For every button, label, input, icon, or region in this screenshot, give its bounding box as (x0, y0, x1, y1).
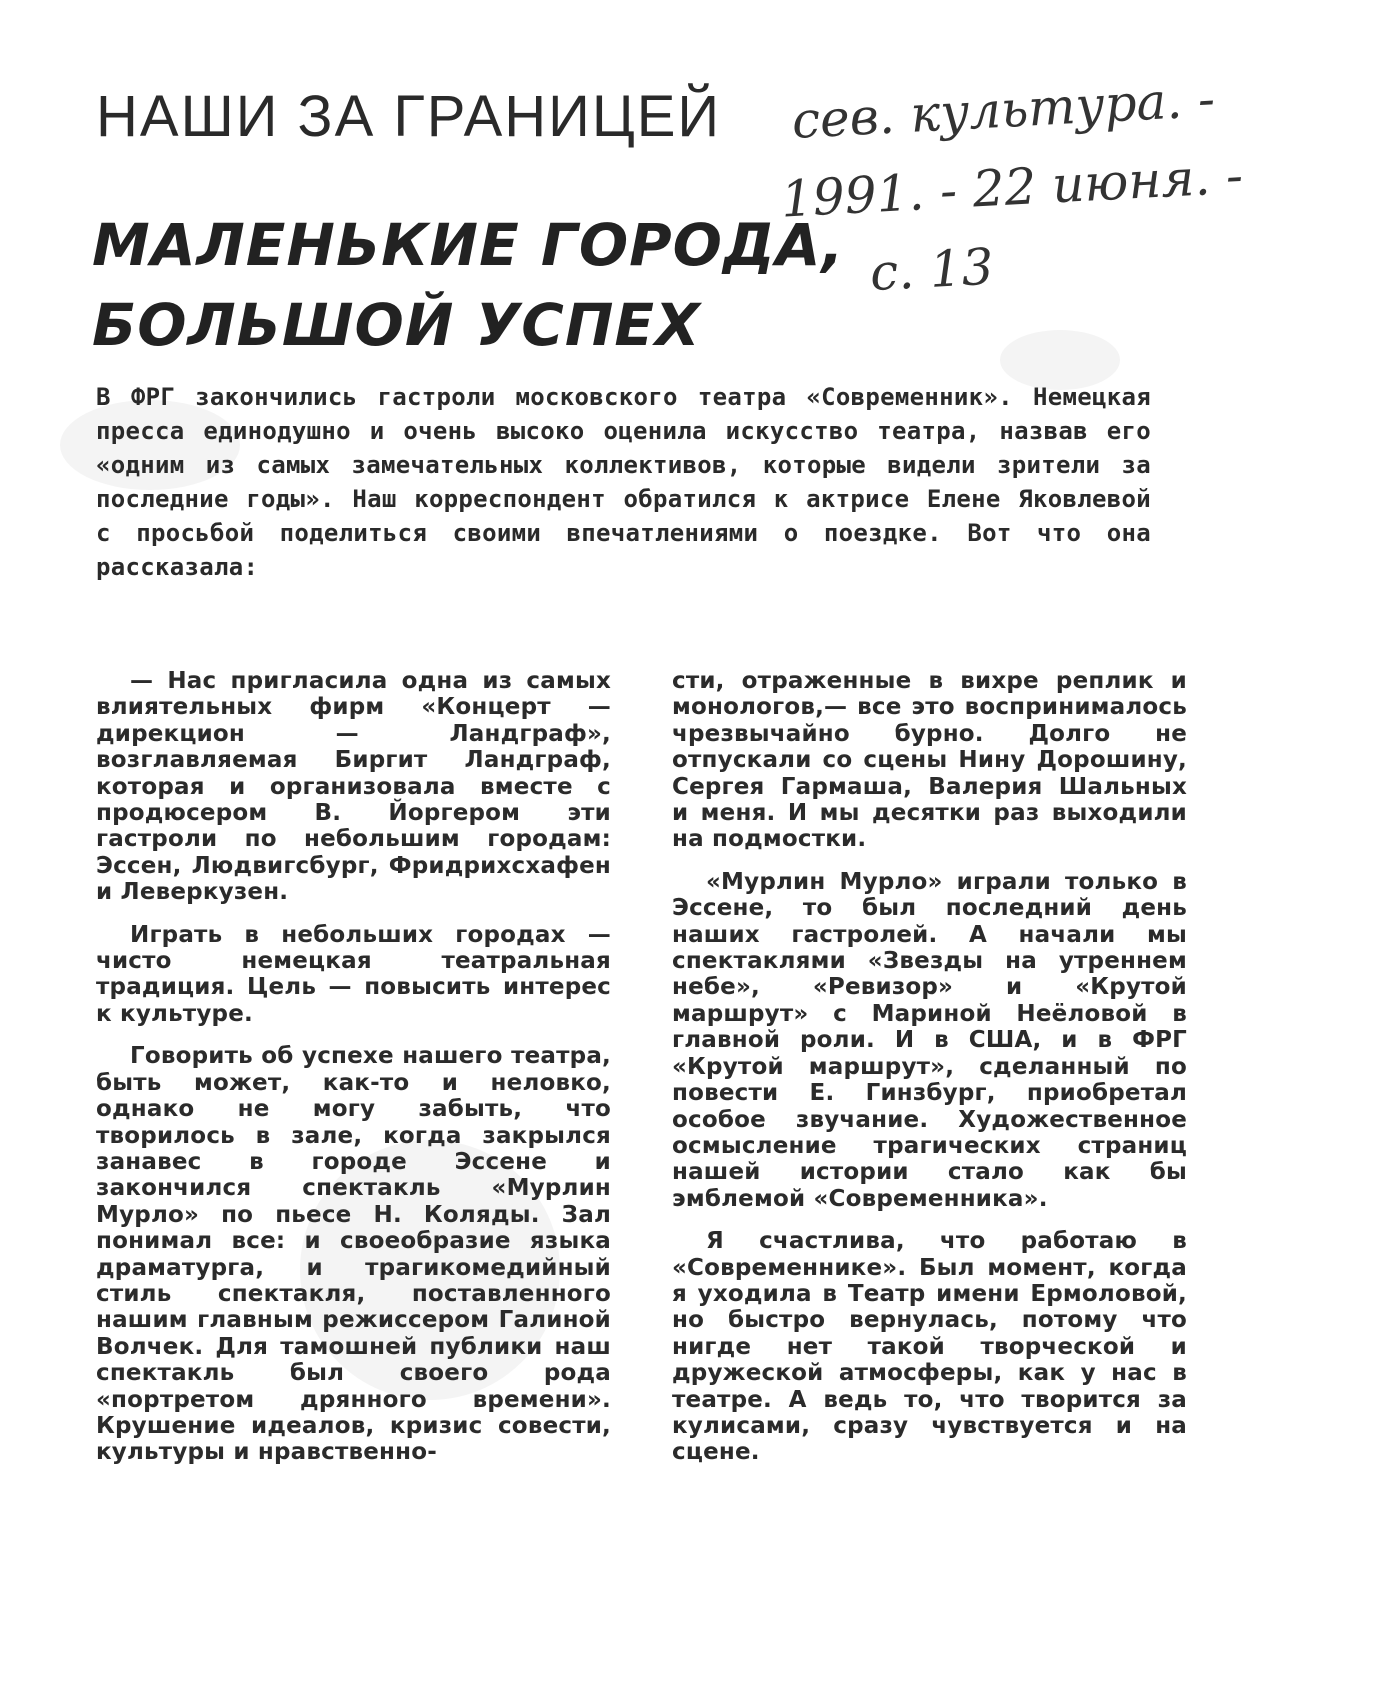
paragraph: Играть в небольших городах — чисто немецкая театральная традиция. Цель — повысить интерес к культуре. (96, 921, 611, 1027)
paragraph: «Мурлин Мурло» играли только в Эссене, то был последний день наших гастролей. А начали мы спектаклями «Звезды на утреннем небе», «Ревизор» и «Крутой маршрут» с Мариной Неёловой в главной роли. И в США, и в ФРГ «Крутой маршрут», сделанный по повести Е. Гинзбург, приобретал особое звучание. Художественное осмысление трагических страниц нашей истории стало как бы эмблемой «Современника». (672, 868, 1187, 1212)
body-column-left (96, 668, 611, 1482)
rubric-title: НАШИ ЗА ГРАНИЦЕЙ (96, 84, 722, 149)
handwritten-citation (779, 59, 1249, 316)
headline-line-1: МАЛЕНЬКИЕ ГОРОДА, (92, 211, 845, 279)
handwritten-line-3: с. 13 (868, 237, 995, 303)
paragraph: сти, отраженные в вихре реплик и монологов,— все это воспринималось чрезвычайно бурно. Долго не отпускали со сцены Нину Дорошину, Сергея Гармаша, Валерия Шальных и меня. И мы десятки раз выходили на подмостки. (672, 668, 1187, 853)
article-lead: В ФРГ закончились гастроли московского театра «Современник». Немецкая пресса единодушно и очень высоко оценила искусство театра, назвав его «одним из самых замечательных коллективов, которые видели зрители за последние годы». Наш корреспондент обратился к актрисе Елене Яковлевой с просьбой поделиться своими впечатлениями о поездке. Вот что она рассказала: (96, 383, 1151, 581)
handwritten-line-2: 1991. - 22 июня. - (779, 146, 1245, 229)
paragraph: — Нас пригласила одна из самых влиятельных фирм «Концерт — дирекцион — Ландграф», возглавляемая Биргит Ландграф, которая и организовала вместе с продюсером В. Йоргером эти гастроли по небольшим городам: Эссен, Людвигсбург, Фридрихсхафен и Леверкузен. (96, 668, 611, 906)
body-column-right (672, 668, 1187, 1482)
article-headline (92, 205, 845, 365)
handwritten-line-1: сев. культура. - (790, 69, 1217, 150)
paragraph: Я счастлива, что работаю в «Современнике». Был момент, когда я уходила в Театр имени Ермоловой, но быстро вернулась, потому что нигде нет такой творческой и дружеской атмосферы, как у нас в театре. А ведь то, что творится за кулисами, сразу чувствуется и на сцене. (672, 1228, 1187, 1466)
paragraph: Говорить об успехе нашего театра, быть может, как-то и неловко, однако не могу забыть, что творилось в зале, когда закрылся занавес в городе Эссене и закончился спектакль «Мурлин Мурло» по пьесе Н. Коляды. Зал понимал все: и своеобразие языка драматурга, и трагикомедийный стиль спектакля, поставленного нашим главным режиссером Галиной Волчек. Для тамошней публики наш спектакль был своего рода «портретом дрянного времени». Крушение идеалов, кризис совести, культуры и нравственно- (96, 1043, 611, 1466)
headline-line-2: БОЛЬШОЙ УСПЕХ (92, 291, 701, 359)
